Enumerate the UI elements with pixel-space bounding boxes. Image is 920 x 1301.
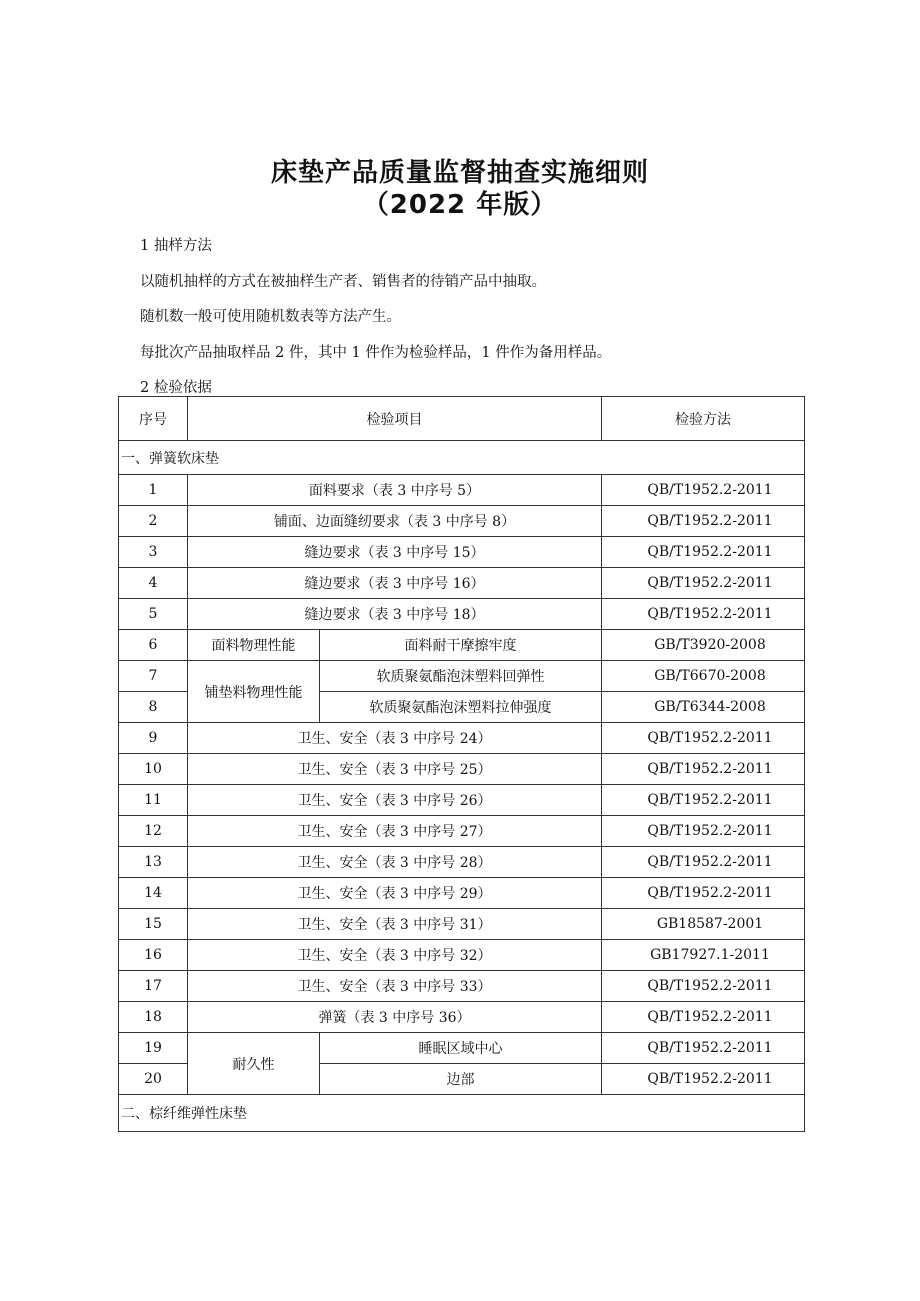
row-method: QB/T1952.2-2011 bbox=[602, 1064, 805, 1095]
table-row bbox=[119, 754, 805, 785]
row-no: 6 bbox=[119, 630, 188, 661]
header-item: 检验项目 bbox=[188, 397, 602, 441]
table-row bbox=[119, 940, 805, 971]
row-method: QB/T1952.2-2011 bbox=[602, 537, 805, 568]
row-no: 14 bbox=[119, 878, 188, 909]
row-item: 卫生、安全（表 3 中序号 33） bbox=[188, 971, 602, 1002]
row-no: 19 bbox=[119, 1033, 188, 1064]
row-method: QB/T1952.2-2011 bbox=[602, 599, 805, 630]
section-heading-basis: 2 检验依据 bbox=[140, 380, 212, 396]
row-no: 3 bbox=[119, 537, 188, 568]
table-header-row bbox=[119, 397, 805, 441]
row-method: QB/T1952.2-2011 bbox=[602, 847, 805, 878]
table-row bbox=[119, 630, 805, 661]
row-no: 11 bbox=[119, 785, 188, 816]
inspection-table bbox=[118, 396, 805, 1132]
row-method: QB/T1952.2-2011 bbox=[602, 971, 805, 1002]
row-method: QB/T1952.2-2011 bbox=[602, 785, 805, 816]
row-method: GB/T6670-2008 bbox=[602, 661, 805, 692]
row-item: 卫生、安全（表 3 中序号 24） bbox=[188, 723, 602, 754]
row-no: 5 bbox=[119, 599, 188, 630]
row-no: 8 bbox=[119, 692, 188, 723]
section-heading-sampling: 1 抽样方法 bbox=[140, 238, 212, 254]
paragraph-random-number: 随机数一般可使用随机数表等方法产生。 bbox=[140, 309, 401, 325]
row-subitem: 面料耐干摩擦牢度 bbox=[320, 630, 602, 661]
row-item: 缝边要求（表 3 中序号 16） bbox=[188, 568, 602, 599]
table-row bbox=[119, 816, 805, 847]
row-item: 卫生、安全（表 3 中序号 27） bbox=[188, 816, 602, 847]
table-row bbox=[119, 1033, 805, 1064]
paragraph-sample-count: 每批次产品抽取样品 2 件，其中 1 件作为检验样品，1 件作为备用样品。 bbox=[140, 345, 612, 361]
row-method: QB/T1952.2-2011 bbox=[602, 723, 805, 754]
row-item: 卫生、安全（表 3 中序号 26） bbox=[188, 785, 602, 816]
row-no: 7 bbox=[119, 661, 188, 692]
row-group: 铺垫料物理性能 bbox=[188, 661, 320, 723]
row-no: 13 bbox=[119, 847, 188, 878]
row-no: 9 bbox=[119, 723, 188, 754]
row-subitem: 软质聚氨酯泡沫塑料回弹性 bbox=[320, 661, 602, 692]
row-no: 12 bbox=[119, 816, 188, 847]
row-method: QB/T1952.2-2011 bbox=[602, 1033, 805, 1064]
row-subitem: 睡眠区域中心 bbox=[320, 1033, 602, 1064]
row-item: 卫生、安全（表 3 中序号 31） bbox=[188, 909, 602, 940]
row-item: 缝边要求（表 3 中序号 15） bbox=[188, 537, 602, 568]
row-item: 铺面、边面缝纫要求（表 3 中序号 8） bbox=[188, 506, 602, 537]
row-no: 15 bbox=[119, 909, 188, 940]
row-item: 面料要求（表 3 中序号 5） bbox=[188, 475, 602, 506]
row-method: QB/T1952.2-2011 bbox=[602, 816, 805, 847]
row-item: 弹簧（表 3 中序号 36） bbox=[188, 1002, 602, 1033]
row-method: GB/T6344-2008 bbox=[602, 692, 805, 723]
row-subitem: 软质聚氨酯泡沫塑料拉伸强度 bbox=[320, 692, 602, 723]
row-method: GB17927.1-2011 bbox=[602, 940, 805, 971]
section-label: 一、弹簧软床垫 bbox=[119, 441, 805, 475]
row-item: 卫生、安全（表 3 中序号 28） bbox=[188, 847, 602, 878]
table-row bbox=[119, 878, 805, 909]
row-item: 卫生、安全（表 3 中序号 29） bbox=[188, 878, 602, 909]
row-no: 10 bbox=[119, 754, 188, 785]
table-row bbox=[119, 568, 805, 599]
section-row bbox=[119, 441, 805, 475]
row-item: 缝边要求（表 3 中序号 18） bbox=[188, 599, 602, 630]
row-no: 18 bbox=[119, 1002, 188, 1033]
row-item: 卫生、安全（表 3 中序号 32） bbox=[188, 940, 602, 971]
table-row bbox=[119, 506, 805, 537]
table-row bbox=[119, 723, 805, 754]
row-no: 16 bbox=[119, 940, 188, 971]
row-method: GB18587-2001 bbox=[602, 909, 805, 940]
row-group: 耐久性 bbox=[188, 1033, 320, 1095]
table-row bbox=[119, 1002, 805, 1033]
section-row bbox=[119, 1095, 805, 1132]
table-row bbox=[119, 661, 805, 692]
row-method: QB/T1952.2-2011 bbox=[602, 506, 805, 537]
row-method: QB/T1952.2-2011 bbox=[602, 1002, 805, 1033]
header-method: 检验方法 bbox=[602, 397, 805, 441]
row-no: 2 bbox=[119, 506, 188, 537]
table-row bbox=[119, 537, 805, 568]
row-method: GB/T3920-2008 bbox=[602, 630, 805, 661]
row-method: QB/T1952.2-2011 bbox=[602, 568, 805, 599]
row-no: 1 bbox=[119, 475, 188, 506]
row-no: 17 bbox=[119, 971, 188, 1002]
table-row bbox=[119, 785, 805, 816]
row-method: QB/T1952.2-2011 bbox=[602, 475, 805, 506]
table-row bbox=[119, 847, 805, 878]
table-row bbox=[119, 475, 805, 506]
table-row bbox=[119, 599, 805, 630]
row-no: 20 bbox=[119, 1064, 188, 1095]
header-no: 序号 bbox=[119, 397, 188, 441]
row-no: 4 bbox=[119, 568, 188, 599]
paragraph-sampling-method: 以随机抽样的方式在被抽样生产者、销售者的待销产品中抽取。 bbox=[140, 274, 546, 290]
section-label: 二、棕纤维弹性床垫 bbox=[119, 1095, 805, 1132]
document-title: 床垫产品质量监督抽查实施细则 bbox=[270, 158, 649, 188]
table-row bbox=[119, 971, 805, 1002]
row-method: QB/T1952.2-2011 bbox=[602, 878, 805, 909]
row-subitem: 边部 bbox=[320, 1064, 602, 1095]
document-edition: （2022 年版） bbox=[362, 190, 558, 220]
row-method: QB/T1952.2-2011 bbox=[602, 754, 805, 785]
row-item: 卫生、安全（表 3 中序号 25） bbox=[188, 754, 602, 785]
table-row bbox=[119, 909, 805, 940]
row-group: 面料物理性能 bbox=[188, 630, 320, 661]
